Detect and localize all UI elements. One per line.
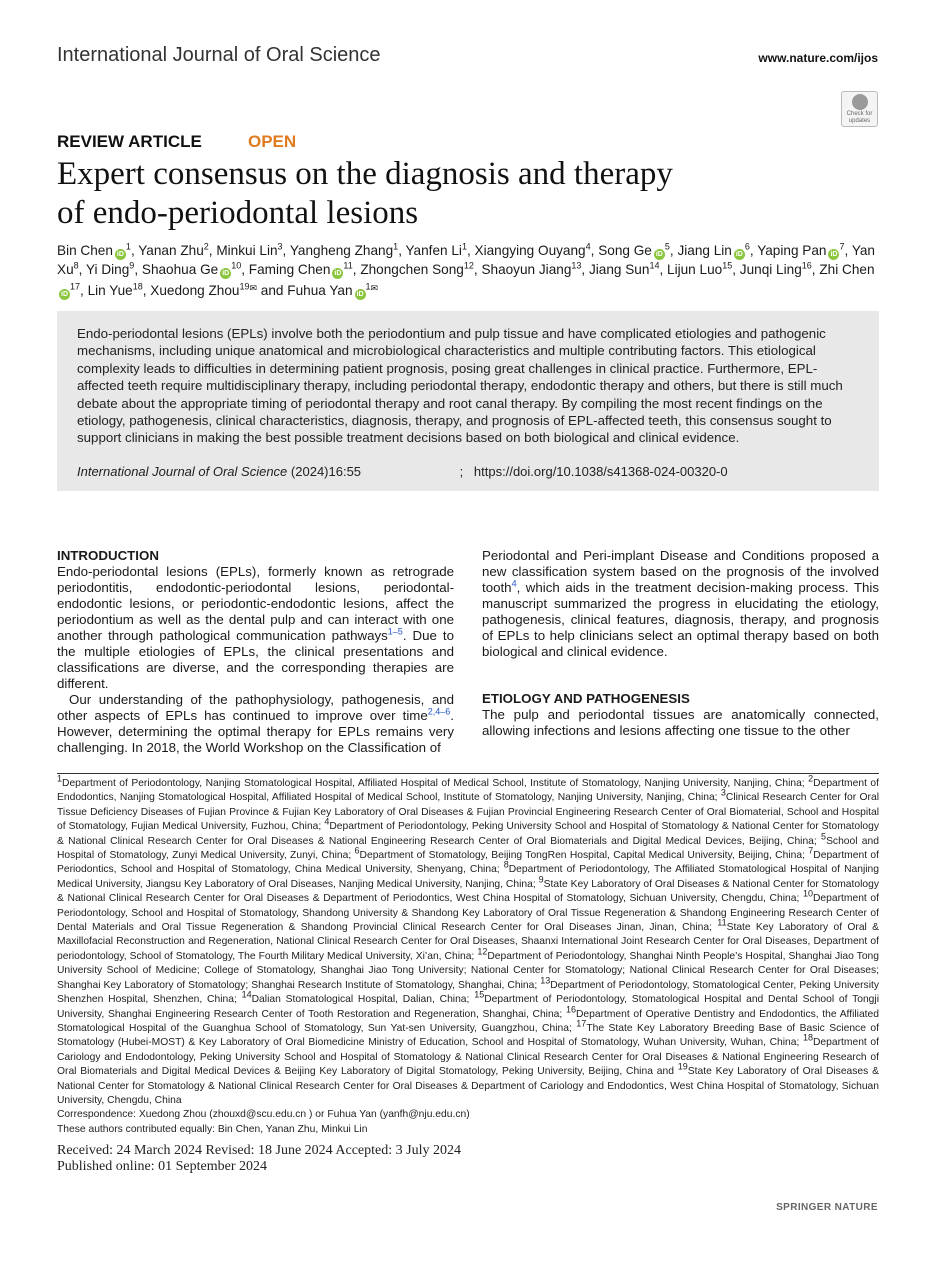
affiliation-number: 6 — [744, 241, 750, 252]
intro-p1-text: Endo-periodontal lesions (EPLs), formerly known as retrograde periodontitis, endodontic-periodontal lesions, periodontal-endodontic lesions, or periodontic-endodontic lesions, affect the periodontium as well as the dental pulp and can interact with one another through pathological communication pathways — [57, 564, 454, 643]
intro-paragraph-1 — [57, 564, 454, 692]
citation-line — [77, 464, 859, 479]
affiliation-index: 12 — [477, 946, 488, 957]
affiliations-block — [57, 773, 880, 1137]
author-item[interactable] — [88, 283, 143, 298]
affiliation-index: 9 — [538, 874, 544, 885]
affiliation-index: 3 — [720, 787, 726, 798]
body-column-left — [57, 548, 454, 756]
orcid-icon[interactable]: iD — [830, 251, 838, 258]
author-name[interactable]: Jiang Lin — [677, 243, 732, 258]
affiliation-number: 14 — [649, 260, 660, 271]
affiliation-index: 19 — [677, 1061, 688, 1072]
affiliation-number: 1 — [365, 281, 371, 292]
author-name[interactable]: Song Ge — [598, 243, 652, 258]
affiliation-number: 1 — [393, 241, 399, 252]
author-item[interactable] — [142, 262, 241, 277]
affiliation-text: Department of Periodontics, School and Hospital of Stomatology, China Medical University, Shenyang, China; — [57, 850, 879, 876]
etiology-paragraph-1: The pulp and periodontal tissues are anatomically connected, allowing infections and lesions affecting one tissue to the other — [482, 707, 879, 738]
affiliation-text: Department of Periodontology, Peking University School and Hospital of Stomatology & National Center for Stomatology & National Clinical Research Center for Oral Diseases & National Engineering Research Center of Oral Biomaterials and Digital Medical Devices, Beijing, China; — [57, 821, 879, 847]
affiliation-number: 9 — [129, 260, 135, 271]
affiliation-text: State Key Laboratory of Oral & Maxillofacial Reconstruction and Regeneration, National Clinical Research Center for Oral Diseases, Shaanxi International Joint Research Center for Oral Diseases, Department of periodontology, School of Stomatology, The Fourth Military Medical University, Xi’an, China; — [57, 922, 879, 962]
affiliation-text: Department of Periodontology, Stomatological Hospital and Dental School of Tongji University, Shanghai Engineering Research Center of Tooth Restoration and Regeneration, Shanghai, China; — [57, 994, 879, 1020]
author-item[interactable] — [475, 243, 591, 258]
title-line-2: of endo-periodontal lesions — [57, 195, 419, 231]
orcid-icon[interactable]: iD — [356, 291, 364, 298]
published-online: Published online: 01 September 2024 — [57, 1159, 267, 1174]
intro-p2-text-cont: . However, determining the optimal therapy for EPLs remains very challenging. In 2018, the World Workshop on the Classification of — [57, 708, 454, 755]
author-name[interactable]: Yaping Pan — [757, 243, 827, 258]
author-name[interactable]: Yanan Zhu — [138, 243, 204, 258]
citation-separator: ; — [459, 463, 464, 479]
affiliation-index: 6 — [354, 845, 360, 856]
author-item[interactable] — [677, 243, 749, 258]
author-item[interactable] — [589, 262, 659, 277]
affiliation-index: 14 — [241, 989, 252, 1000]
affiliation-text: Department of Periodontology, Stomatological Center, Peking University Shenzhen Hospital, Shenzhen, China; — [57, 979, 879, 1006]
author-name[interactable]: Minkui Lin — [216, 243, 278, 258]
affiliation-index: 16 — [565, 1004, 576, 1015]
affiliation-index: 17 — [576, 1018, 587, 1029]
affiliation-text: Department of Endodontics, Nanjing Stomatological Hospital, Affiliated Hospital of Medical School, Institute of Stomatology, Nanjing University, Nanjing, China; — [57, 778, 880, 804]
affiliation-number: 7 — [839, 241, 845, 252]
author-name[interactable]: Lin Yue — [87, 283, 133, 298]
affiliation-text: Department of Periodontology, School and Hospital of Stomatology, Shandong University & Shandong Key Laboratory of Oral Tissue Regeneration & Shandong Engineering Research Center of Dental Materials and Oral Tissue Regeneration & Shandong Provincial Clinical Research Center for Oral Diseases Jinan, Jinan, China; — [57, 893, 880, 934]
reference-link[interactable]: 4 — [511, 578, 517, 589]
body-column-right — [482, 548, 879, 739]
author-name[interactable]: Faming Chen — [248, 262, 331, 277]
affiliation-text: Department of Periodontology, Nanjing Stomatological Hospital, Affiliated Hospital of Medical School, Institute of Stomatology, Nanjing University, Nanjing, China; — [62, 778, 809, 789]
author-name[interactable]: Zhongchen Song — [360, 262, 464, 277]
affiliation-number: 4 — [585, 241, 591, 252]
check-for-updates-badge[interactable] — [841, 91, 878, 127]
abstract-box — [57, 311, 879, 491]
affiliation-number: 18 — [132, 281, 143, 292]
affiliation-index: 1 — [57, 773, 63, 784]
doi-link[interactable]: https://doi.org/10.1038/s41368-024-00320-0 — [473, 463, 728, 479]
affiliation-text: School and Hospital of Stomatology, Zunyi Medical University, Zunyi, China; — [57, 835, 879, 862]
author-name[interactable]: Yan Xu — [57, 243, 875, 277]
author-item[interactable] — [481, 262, 581, 277]
affiliation-index: 8 — [503, 860, 509, 871]
affiliation-index: 11 — [717, 917, 727, 928]
affiliation-text: Department of Operative Dentistry and Endodontics, the Affiliated Stomatological Hospital of the Guanghua School of Stomatology, Sun Yat-sen University, Guangzhou, China; — [57, 1008, 879, 1034]
col2-paragraph-1 — [482, 548, 879, 660]
affiliation-number: 11 — [343, 260, 353, 271]
author-name[interactable]: Shaohua Ge — [141, 262, 219, 277]
etiology-heading: ETIOLOGY AND PATHOGENESIS — [482, 691, 690, 706]
affiliation-text: Department of Stomatology, Beijing TongRen Hospital, Capital Medical University, Beijing, China; — [359, 850, 809, 862]
footnote-divider — [57, 773, 879, 774]
introduction-heading: INTRODUCTION — [57, 548, 159, 563]
affiliation-index: 7 — [808, 845, 814, 856]
affiliation-number: 10 — [231, 260, 242, 271]
author-item[interactable] — [138, 243, 209, 258]
author-item[interactable] — [740, 262, 812, 277]
affiliation-number: 3 — [277, 241, 283, 252]
affiliation-number: 19 — [239, 281, 250, 292]
affiliation-number: 1 — [461, 241, 467, 252]
affiliation-number: 16 — [801, 260, 812, 271]
author-name[interactable]: Yangheng Zhang — [289, 243, 394, 258]
affiliation-number: 12 — [463, 260, 474, 271]
affiliation-index: 15 — [474, 989, 485, 1000]
affiliation-number: 15 — [722, 260, 733, 271]
check-updates-icon — [852, 94, 868, 110]
author-item[interactable] — [287, 283, 378, 298]
affiliation-index: 2 — [808, 773, 814, 784]
affiliation-number: 13 — [571, 260, 582, 271]
article-type: REVIEW ARTICLE — [57, 132, 202, 151]
email-icon[interactable]: ✉ — [249, 283, 258, 293]
affiliation-text: Clinical Research Center for Oral Tissue Deficiency Diseases of Fujian Province & Fujian Key Laboratory of Oral Diseases & Fujian Provincial Engineering Research Center of Oral Biomaterial, School and Hospital of Stomatology, Fujian Medical University, Fuzhou, China; — [57, 792, 879, 833]
col2-p1-text-cont: , which aids in the treatment decision-making process. This manuscript summarized the progress in elucidating the etiology, pathogenesis, clinical features, diagnosis, therapy, and prognosis of EPLs to help clinicians select an optimal therapy based on both biological and clinical evidence. — [482, 580, 879, 659]
affiliation-text: Department of Periodontology, The Affiliated Stomatological Hospital of Nanjing Medical University, Jiangsu Key Laboratory of Oral Diseases, Nanjing Medical University, Nanjing, China; — [57, 864, 879, 890]
affiliation-index: 18 — [802, 1032, 813, 1043]
author-item[interactable] — [216, 243, 282, 258]
orcid-icon[interactable]: iD — [222, 270, 230, 277]
affiliation-text: State Key Laboratory of Oral Diseases & National Center for Stomatology & National Clinical Research Center for Oral Diseases & Department of Cariology and Endodontics, West China Hospital of Stomatology, Sichuan University, Chengdu, China — [57, 1066, 879, 1106]
orcid-icon[interactable]: iD — [334, 270, 342, 277]
author-item[interactable] — [360, 262, 474, 277]
equal-contribution-note: These authors contributed equally: Bin Chen, Yanan Zhu, Minkui Lin — [57, 1123, 368, 1135]
affiliation-number: 8 — [73, 260, 79, 271]
author-item[interactable] — [598, 243, 670, 258]
author-item[interactable] — [150, 283, 257, 298]
author-name[interactable]: Jiang Sun — [588, 262, 650, 277]
author-name[interactable]: Yi Ding — [85, 262, 130, 277]
check-updates-label: Check for updates — [846, 111, 873, 124]
citation-journal: International Journal of Oral Science — [77, 463, 288, 479]
author-name[interactable]: Yanfen Li — [405, 243, 462, 258]
intro-p1-text-cont: . Due to the multiple etiologies of EPLs, the clinical presentations and classifications are diverse, and the corresponding therapies are different. — [57, 628, 454, 691]
intro-p2-text: Our understanding of the pathophysiology, pathogenesis, and other aspects of EPLs has continued to improve over time — [57, 692, 454, 723]
affiliation-number: 17 — [70, 281, 81, 292]
author-item[interactable] — [249, 262, 353, 277]
affiliation-list — [57, 773, 880, 1108]
author-name[interactable]: Zhi Chen — [819, 262, 875, 277]
journal-url-link[interactable]: www.nature.com/ijos — [758, 51, 878, 65]
email-icon[interactable]: ✉ — [370, 283, 379, 293]
intro-paragraph-2 — [57, 692, 454, 756]
affiliation-text: Department of Cariology and Endodontology, Peking University School and Hospital of Stomatology & National Clinical Research Center for Oral Diseases & National Engineering Research of Oral Biomaterials and Digital Medical Devices & Beijing Key Laboratory of Digital Stomatology, Peking University, Beijing, China and — [57, 1037, 879, 1078]
author-name[interactable]: Fuhua Yan — [287, 283, 353, 298]
author-name[interactable]: Bin Chen — [57, 243, 113, 258]
affiliation-index: 13 — [540, 975, 551, 986]
affiliation-text: Dalian Stomatological Hospital, Dalian, China; — [251, 994, 475, 1006]
affiliation-index: 4 — [324, 816, 330, 827]
orcid-icon[interactable]: iD — [61, 291, 68, 298]
affiliation-text: The State Key Laboratory Breeding Base of Basic Science of Stomatology (Hubei-MOST) & Key Laboratory of Oral Biomedicine Ministry of Education, School and Hospital of Stomatology, Wuhan University, Wuhan, China; — [57, 1022, 879, 1049]
affiliation-text: State Key Laboratory of Oral Diseases & National Center for Stomatology & National Clinical Research Center for Oral Diseases & Department of Periodontics, West China Hospital of Stomatology, Sichuan University, Chengdu, China; — [57, 878, 879, 905]
correspondence-line: Correspondence: Xuedong Zhou (zhouxd@scu.edu.cn ) or Fuhua Yan (yanfh@nju.edu.cn) — [57, 1109, 470, 1121]
author-name[interactable]: Shaoyun Jiang — [481, 262, 572, 277]
orcid-icon[interactable]: iD — [116, 251, 124, 258]
publisher-logo: SPRINGER NATURE — [776, 1202, 878, 1213]
affiliation-number: 5 — [664, 241, 670, 252]
affiliation-text: Department of Periodontology, Shanghai Ninth People’s Hospital, Shanghai Jiao Tong University School of Medicine; College of Stomatology, Shanghai Jiao Tong University; National Center for Stomatology; National Clinical Research Center for Oral Diseases; Shanghai Key Laboratory of Stomatology; Shanghai Research Institute of Stomatology, Shanghai, China; — [57, 950, 879, 991]
citation-volume: (2024)16:55 — [290, 463, 362, 479]
affiliation-index: 10 — [802, 888, 813, 899]
affiliation-number: 2 — [203, 241, 209, 252]
author-name[interactable]: Xiangying Ouyang — [474, 243, 586, 258]
author-name[interactable]: Lijun Luo — [667, 262, 723, 277]
orcid-icon[interactable]: iD — [655, 251, 663, 258]
author-item[interactable] — [290, 243, 398, 258]
affiliation-number: 1 — [125, 241, 131, 252]
author-item[interactable] — [57, 243, 131, 258]
author-item[interactable] — [86, 262, 134, 277]
col2-p1-text: Periodontal and Peri-implant Disease and Conditions proposed a new classification system based on the prognosis of the involved tooth — [482, 548, 879, 595]
journal-name: International Journal of Oral Science — [57, 44, 381, 66]
title-line-1: Expert consensus on the diagnosis and therapy — [57, 156, 673, 192]
author-item[interactable] — [757, 243, 844, 258]
affiliation-index: 5 — [821, 831, 827, 842]
author-item[interactable] — [406, 243, 467, 258]
author-list: Bin Chen $iD^1$, Yanan Zhu$^2$, Minkui Lin$^3$, Yangheng Zhang$^1$, Yanfen Li$^1$, Xiangying Ouyang$^4$, Song Ge $iD^5$, Jiang Lin $iD^6$, Yaping Pan $iD^7$, Yan Xu$^8$, Yi Ding$^9$, Shaohua Ge $iD^{10}$, Faming Chen $iD^{11}$, Zhongchen Song$^{12}$, Shaoyun Jiang$^{13}$, Jiang Sun$^{14}$, Lijun Luo$^{15}$, Junqi Ling$^{16}$, Zhi CheniD$^{17}$, Lin Yue$^{18}$, Xuedong Zhou$^{19✉}$ and Fuhua Yan $iD^{1✉}$ — [57, 241, 875, 298]
received-revised-accepted: Received: 24 March 2024 Revised: 18 June 2024 Accepted: 3 July 2024 — [57, 1143, 461, 1158]
abstract-text: Endo-periodontal lesions (EPLs) involve both the periodontium and pulp tissue and have complicated etiologies and pathogenic mechanisms, including unique anatomical and microbiological characteristics and multiple contributing factors. This etiological complexity leads to difficulties in determining patient prognosis, posing great challenges in clinical practice. Furthermore, EPL-affected teeth require multidisciplinary therapy, including periodontal therapy, endodontic therapy and others, but there is still much debate about the appropriate timing of periodontal therapy and root canal therapy. By compiling the most recent findings on the etiology, pathogenesis, clinical characteristics, diagnosis, therapy, and prognosis of EPL-affected teeth, this consensus sought to support clinicians in making the best possible treatment decisions based on both biological and clinical evidence. — [77, 326, 843, 446]
orcid-icon[interactable]: iD — [735, 251, 743, 258]
article-dates — [57, 1143, 461, 1175]
article-title — [57, 155, 817, 233]
open-access-label: OPEN — [248, 132, 297, 151]
reference-link[interactable]: 1–5 — [387, 626, 403, 637]
author-name[interactable]: Xuedong Zhou — [150, 283, 240, 298]
reference-link[interactable]: 2,4–6 — [427, 706, 451, 717]
author-item[interactable] — [667, 262, 732, 277]
author-name[interactable]: Junqi Ling — [739, 262, 802, 277]
